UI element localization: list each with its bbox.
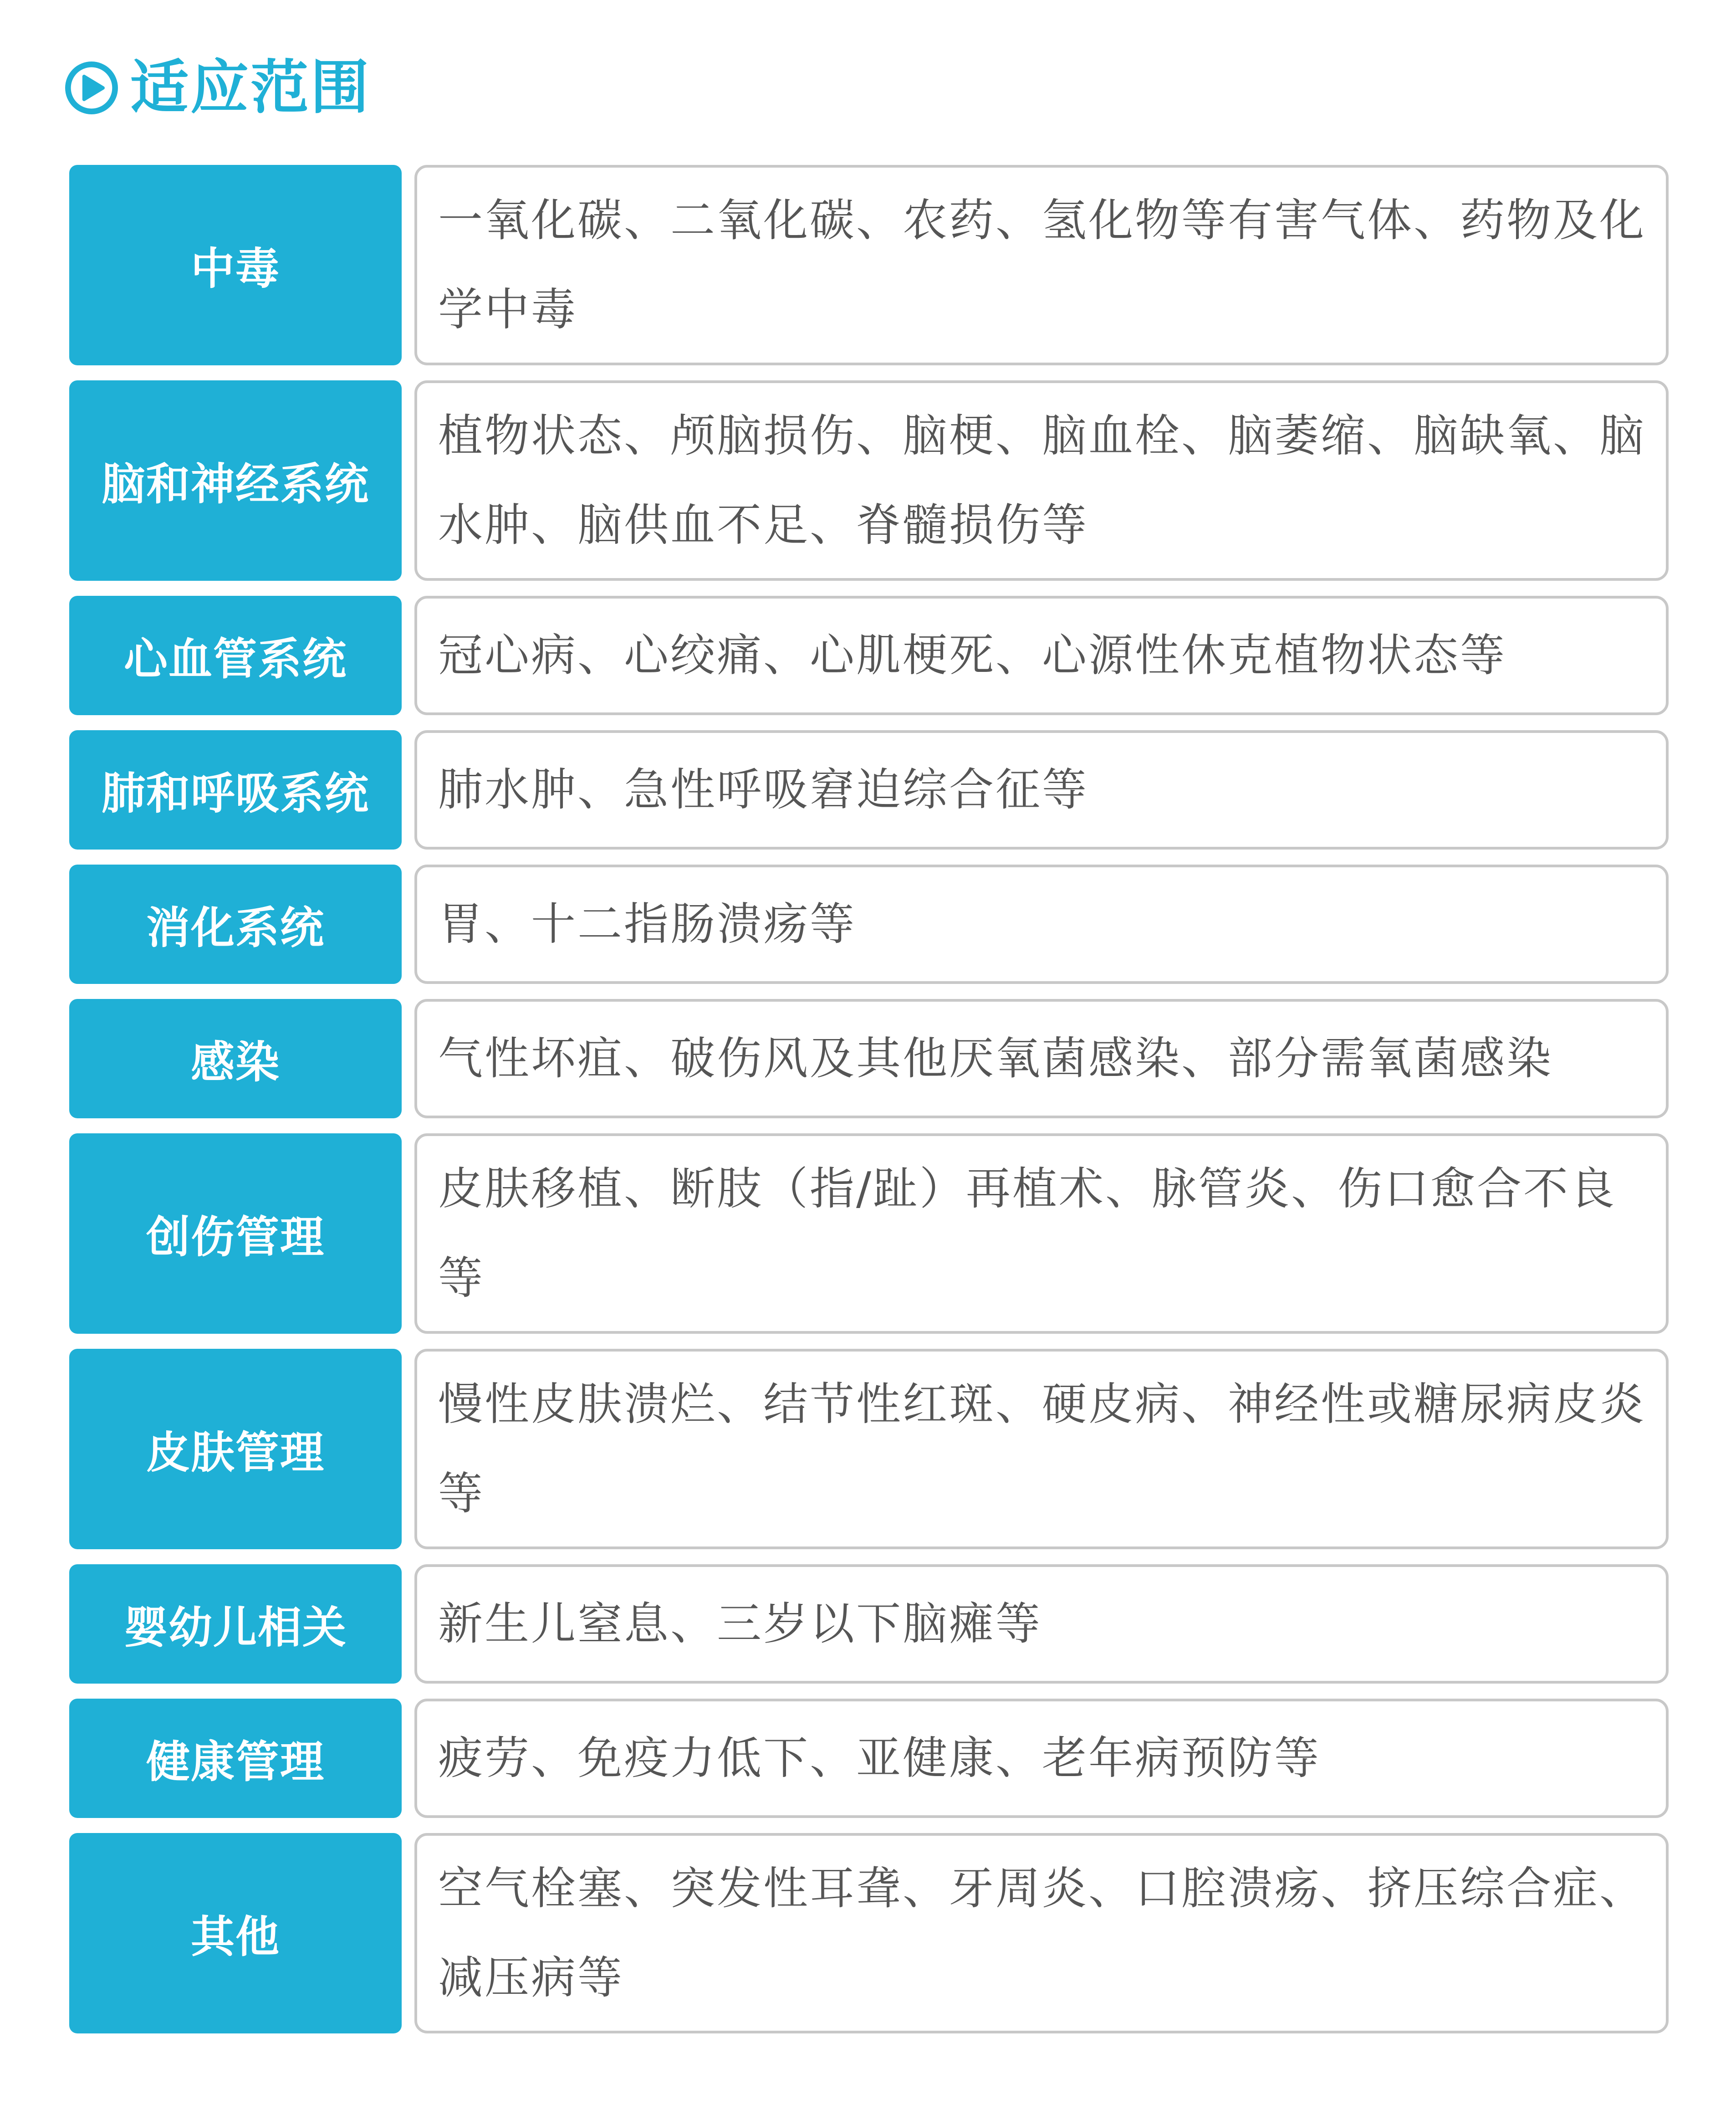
- play-circle-icon: [63, 59, 120, 117]
- category-description: 新生儿窒息、三岁以下脑瘫等: [414, 1564, 1669, 1684]
- category-description: 冠心病、心绞痛、心肌梗死、心源性休克植物状态等: [414, 596, 1669, 715]
- category-label: 中毒: [69, 165, 402, 365]
- category-label: 健康管理: [69, 1699, 402, 1818]
- table-row: [69, 999, 1669, 1118]
- category-label: 感染: [69, 999, 402, 1118]
- category-description: 植物状态、颅脑损伤、脑梗、脑血栓、脑萎缩、脑缺氧、脑水肿、脑供血不足、脊髓损伤等: [414, 380, 1669, 581]
- category-label: 肺和呼吸系统: [69, 730, 402, 850]
- table-row: [69, 1564, 1669, 1684]
- section-header: [63, 49, 371, 127]
- table-row: [69, 1699, 1669, 1818]
- table-row: [69, 380, 1669, 581]
- table-row: [69, 730, 1669, 850]
- category-label: 婴幼儿相关: [69, 1564, 402, 1684]
- table-row: [69, 865, 1669, 984]
- category-label: 皮肤管理: [69, 1349, 402, 1549]
- table-row: [69, 596, 1669, 715]
- category-label: 创伤管理: [69, 1133, 402, 1334]
- indications-table: [69, 165, 1669, 2048]
- category-label: 消化系统: [69, 865, 402, 984]
- category-description: 肺水肿、急性呼吸窘迫综合征等: [414, 730, 1669, 850]
- category-description: 一氧化碳、二氧化碳、农药、氢化物等有害气体、药物及化学中毒: [414, 165, 1669, 365]
- category-description: 疲劳、免疫力低下、亚健康、老年病预防等: [414, 1699, 1669, 1818]
- table-row: [69, 165, 1669, 365]
- category-description: 气性坏疽、破伤风及其他厌氧菌感染、部分需氧菌感染: [414, 999, 1669, 1118]
- category-description: 胃、十二指肠溃疡等: [414, 865, 1669, 984]
- category-description: 皮肤移植、断肢（指/趾）再植术、脉管炎、伤口愈合不良等: [414, 1133, 1669, 1334]
- page-title: 适应范围: [130, 54, 371, 122]
- category-label: 脑和神经系统: [69, 380, 402, 581]
- table-row: [69, 1133, 1669, 1334]
- category-label: 其他: [69, 1833, 402, 2033]
- category-description: 慢性皮肤溃烂、结节性红斑、硬皮病、神经性或糖尿病皮炎等: [414, 1349, 1669, 1549]
- table-row: [69, 1349, 1669, 1549]
- category-description: 空气栓塞、突发性耳聋、牙周炎、口腔溃疡、挤压综合症、减压病等: [414, 1833, 1669, 2033]
- category-label: 心血管系统: [69, 596, 402, 715]
- table-row: [69, 1833, 1669, 2033]
